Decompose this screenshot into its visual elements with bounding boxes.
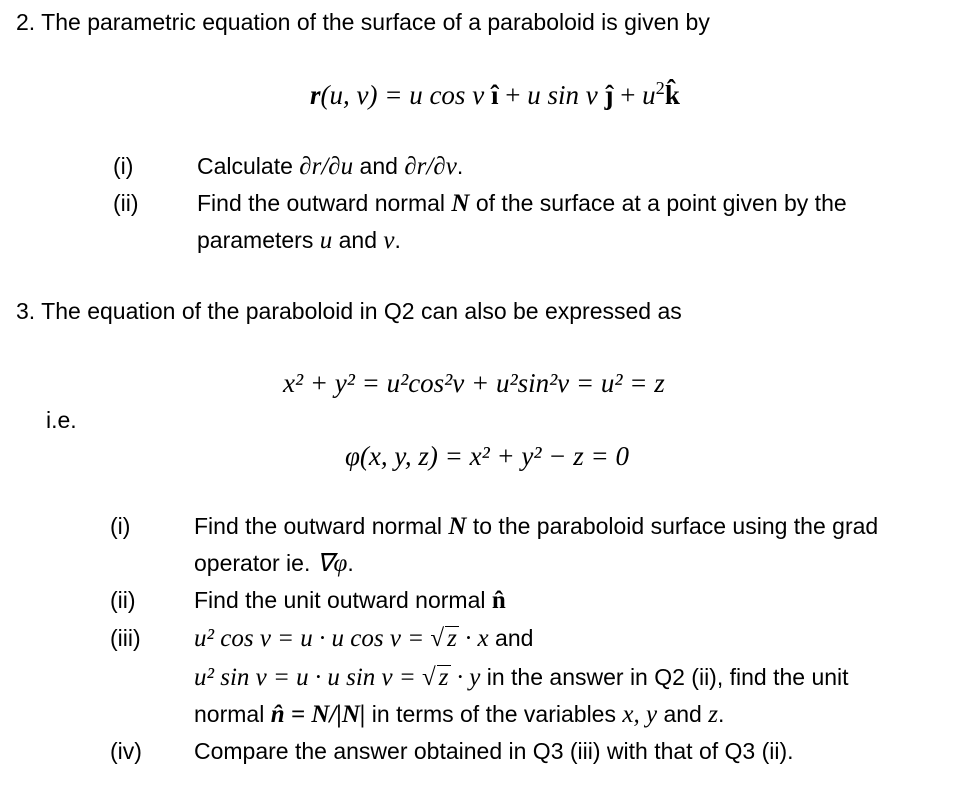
q2-eq-args: (u, v) =	[320, 80, 410, 110]
q2-eq-plus1: +	[498, 80, 528, 110]
q2-ii-line1	[197, 188, 847, 219]
q3-iii-l3-pre: normal	[194, 701, 271, 727]
q3-i-N: N	[448, 513, 467, 540]
q3-iii-line2	[194, 662, 849, 693]
q2-i-math2: ∂r/∂v	[404, 153, 457, 180]
q2-ii-number: (ii)	[113, 190, 139, 216]
q3-iii-number: (iii)	[110, 625, 141, 651]
q2-i-number: (i)	[113, 153, 134, 179]
q2-i-post: .	[456, 153, 464, 179]
q3-i-l2-end: .	[347, 550, 354, 576]
q3-iii-l3-math: n̂ = N/|N|	[270, 701, 366, 728]
q3-iii-l2-sqrt: z	[438, 664, 449, 691]
q3-iii-line3	[194, 699, 724, 730]
q3-iii-l2-text: in the answer in Q2 (ii), find the unit	[480, 664, 849, 690]
q3-iii-l2-math2: · y	[450, 664, 481, 691]
q2-number: 2.	[16, 9, 36, 35]
q3-iii-l3-z: z	[708, 701, 718, 728]
q2-eq-u: u	[642, 80, 656, 110]
q2-ii-end: .	[394, 227, 401, 253]
q3-i-line1	[194, 511, 878, 542]
q3-iii-l3-vars: x, y	[622, 701, 658, 728]
q3-ii-number: (ii)	[110, 587, 136, 613]
q2-eq-sq: 2	[655, 77, 665, 98]
q3-iii-l1-math: u² cos v = u · u cos v =	[194, 625, 431, 652]
q3-iii-l1-math2: · x	[458, 625, 489, 652]
q3-iii-l2-math: u² sin v = u · u sin v =	[194, 664, 423, 691]
q2-eq-r: r	[310, 80, 321, 110]
q3-ii-nhat: n̂	[491, 587, 506, 614]
q3-equation-1: x² + y² = u²cos²v + u²sin²v = u² = z	[283, 368, 665, 398]
q2-equation	[310, 77, 680, 110]
q3-i-pre: Find the outward normal	[194, 513, 449, 539]
sqrt-sign-icon: √	[422, 664, 436, 691]
q3-i-line2	[194, 548, 354, 579]
q2-i-mid: and	[353, 153, 405, 179]
q3-equation-2: φ(x, y, z) = x² + y² − z = 0	[345, 441, 629, 471]
q3-iii-line1	[194, 623, 533, 654]
q2-ii-pre: Find the outward normal	[197, 190, 452, 216]
q2-ii-post: of the surface at a point given by the	[469, 190, 847, 216]
q2-ii-N: N	[451, 190, 470, 217]
q2-eq-t1: u cos v	[409, 80, 491, 110]
q2-heading	[16, 7, 710, 37]
q3-i-l2-pre: operator ie.	[194, 550, 317, 576]
q3-i-nabla: ∇φ	[316, 550, 348, 577]
q2-eq-t2: u sin v	[527, 80, 605, 110]
q2-ii-u: u	[319, 227, 333, 254]
sqrt-sign-icon: √	[430, 625, 445, 652]
q2-i-math1: ∂r/∂u	[299, 153, 354, 180]
q2-i-pre: Calculate	[197, 153, 300, 179]
q3-iii-l3-end: .	[717, 701, 725, 727]
q2-ii-and: and	[332, 227, 384, 253]
q2-eq-ihat: î	[490, 80, 499, 110]
q2-text: The parametric equation of the surface of a paraboloid is given by	[41, 9, 710, 35]
q2-ii-v: v	[383, 227, 395, 254]
q3-iv-number: (iv)	[110, 738, 142, 764]
q2-ii-line2	[197, 225, 401, 256]
q2-eq-khat: k̂	[664, 80, 680, 110]
q3-ii-label: Find the unit outward normal	[194, 587, 492, 613]
q2-ii-l2-pre: parameters	[197, 227, 320, 253]
q2-eq-plus2: +	[613, 80, 643, 110]
q3-number: 3.	[16, 298, 36, 324]
q3-iii-l1-sqrt: z	[447, 625, 457, 652]
q3-ie-label: i.e.	[46, 407, 77, 433]
q3-ii-text	[194, 585, 506, 616]
q2-eq-jhat: ĵ	[604, 80, 614, 110]
q3-i-post: to the paraboloid surface using the grad	[466, 513, 879, 539]
q3-i-number: (i)	[110, 513, 131, 539]
q3-text: The equation of the paraboloid in Q2 can also be expressed as	[41, 298, 682, 324]
q3-iii-l3-and: and	[657, 701, 709, 727]
q3-heading	[16, 296, 682, 326]
q3-iii-l3-mid: in terms of the variables	[365, 701, 623, 727]
q3-iii-l1-text: and	[488, 625, 534, 651]
q2-i-text	[197, 151, 463, 182]
q3-iv-text: Compare the answer obtained in Q3 (iii) with that of Q3 (ii).	[194, 738, 794, 764]
